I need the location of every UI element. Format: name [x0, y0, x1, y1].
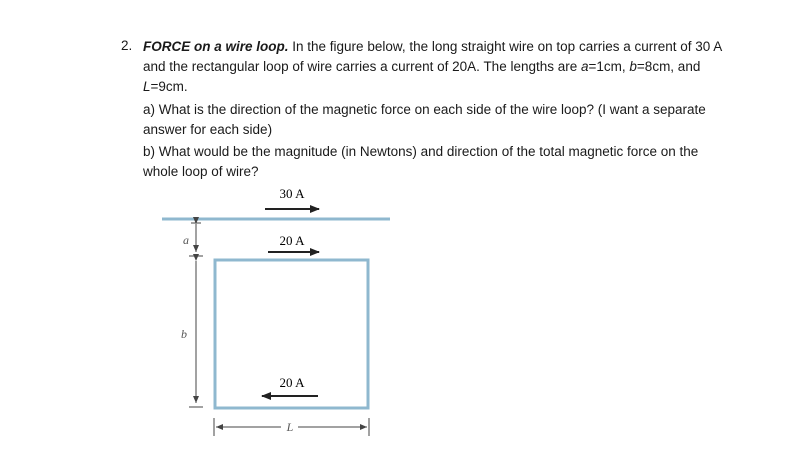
- val-L: =9cm.: [150, 79, 188, 94]
- problem-title: FORCE on a wire loop.: [143, 39, 289, 54]
- val-b: =8cm, and: [636, 59, 701, 74]
- problem-intro: In the figure below, the long straight wire on top carries a current of 30 A: [288, 39, 723, 54]
- loop-top-current-label: 20 A: [279, 233, 305, 248]
- var-a: a: [581, 59, 589, 74]
- line2-prefix: and the rectangular loop of wire carries a current of 20A. The lengths are: [143, 59, 581, 74]
- part-a-line-2: answer for each side): [143, 122, 273, 137]
- top-wire-current-label: 30 A: [279, 186, 305, 201]
- var-b: b: [629, 59, 637, 74]
- dim-a-label: a: [183, 233, 189, 247]
- val-a: =1cm,: [588, 59, 630, 74]
- dim-b-label: b: [181, 327, 187, 341]
- loop-bottom-current-label: 20 A: [279, 375, 305, 390]
- part-a-line-1: a) What is the direction of the magnetic force on each side of the wire loop? (I want a separate: [143, 102, 706, 117]
- part-b-line-1: b) What would be the magnitude (in Newtons) and direction of the total magnetic force on the: [143, 144, 699, 159]
- var-L: L: [143, 79, 151, 94]
- problem-number: 2.: [121, 38, 133, 53]
- dim-L-label: L: [286, 420, 294, 434]
- part-b-line-2: whole loop of wire?: [143, 164, 259, 179]
